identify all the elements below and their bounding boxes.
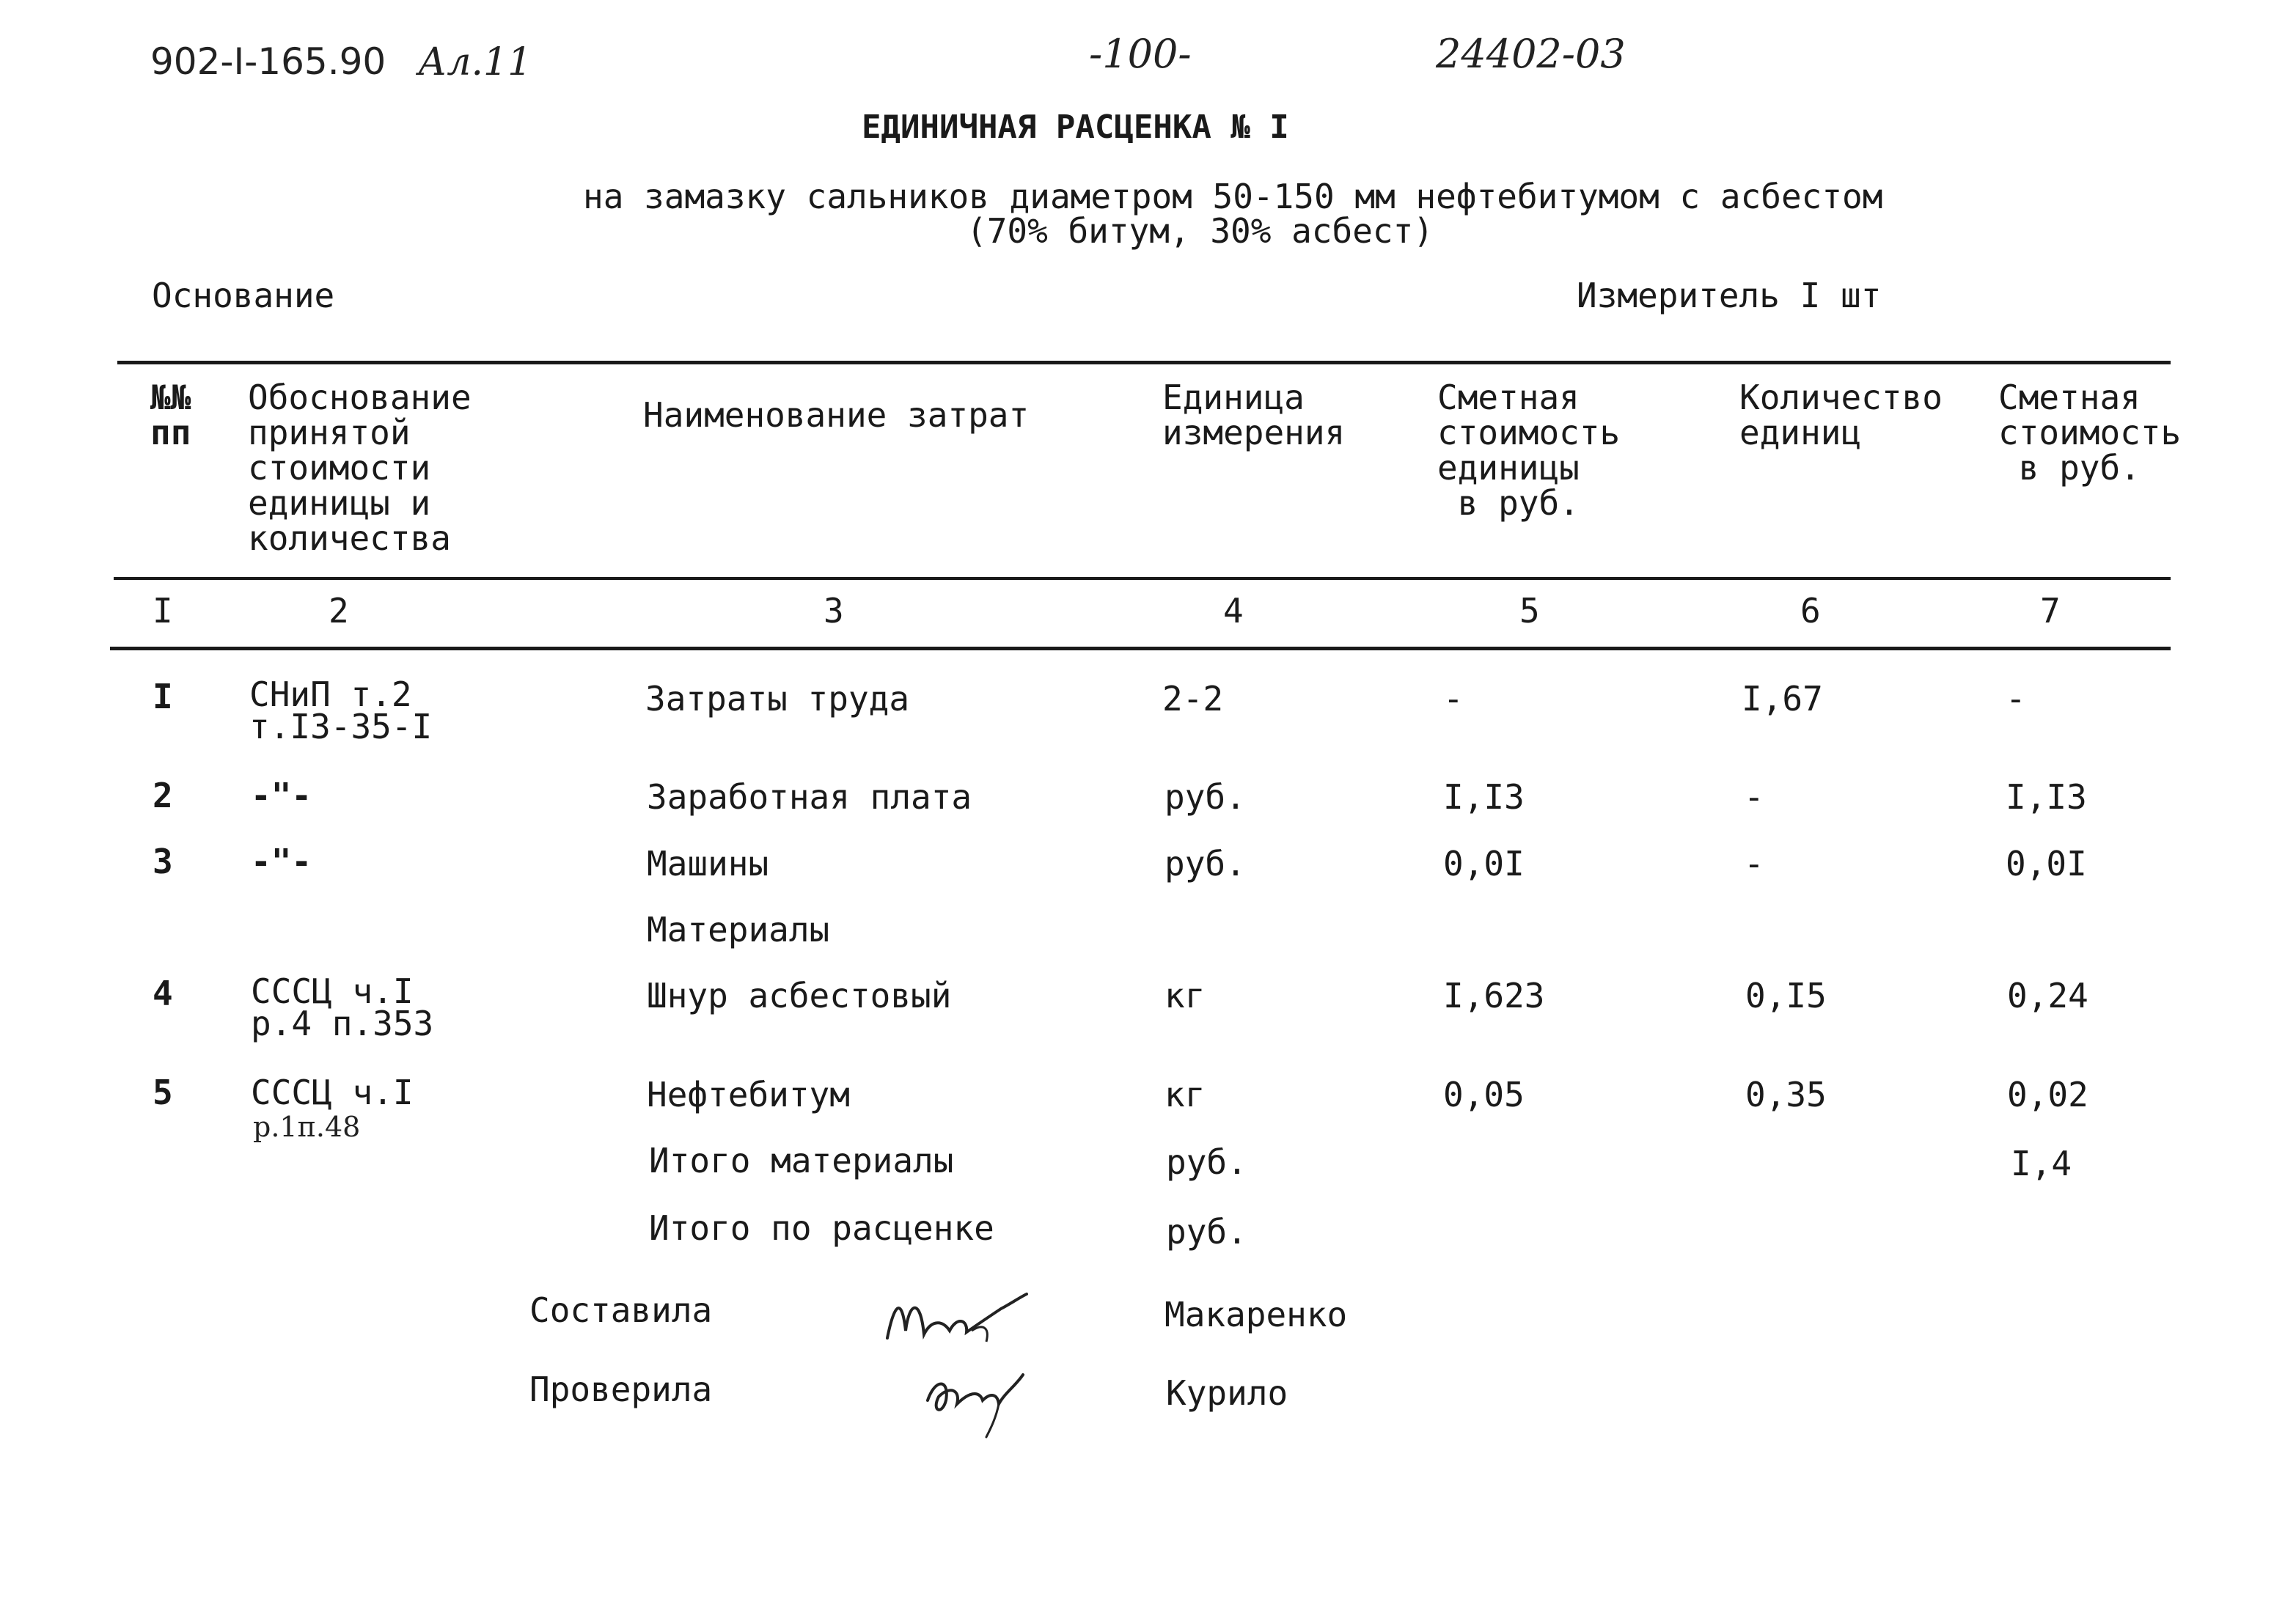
header-unit: Единица измерения xyxy=(1162,378,1346,452)
row-quantity: 0,35 xyxy=(1745,1075,1827,1114)
compiled-signature xyxy=(880,1287,1034,1353)
row-name: Заработная плата xyxy=(647,777,972,817)
header-num: №№ пп xyxy=(150,378,191,452)
column-number-5: 5 xyxy=(1519,591,1540,631)
header-total-cost: Сметная стоимость в руб. xyxy=(1998,378,2182,488)
page-number: -100- xyxy=(1089,31,1192,77)
column-number-3: 3 xyxy=(824,591,844,631)
row-unit: руб. xyxy=(1166,1142,1247,1182)
unit-label: Измеритель I шт xyxy=(1577,276,1882,315)
column-number-4: 4 xyxy=(1223,591,1244,631)
compiled-by-label: Составила xyxy=(529,1290,713,1330)
row-unit: руб. xyxy=(1164,777,1246,817)
row-num: I xyxy=(153,677,173,716)
row-quantity: - xyxy=(1744,777,1764,817)
row-num: 5 xyxy=(153,1073,173,1112)
row-unit: кг xyxy=(1164,1075,1206,1114)
row-unit: кг xyxy=(1164,976,1206,1015)
row-unit-cost: - xyxy=(1443,679,1464,719)
header-bottom-rule xyxy=(114,577,2171,580)
row-unit-cost: I,I3 xyxy=(1443,777,1525,817)
row-name: Нефтебитум xyxy=(647,1075,850,1114)
row-unit: руб. xyxy=(1166,1212,1247,1252)
row-unit-cost: 0,05 xyxy=(1443,1075,1525,1114)
inventory-number: 24402-03 xyxy=(1436,31,1626,77)
table-top-rule xyxy=(117,361,2171,364)
row-basis: -"- xyxy=(251,776,312,815)
title-line-1: на замазку сальников диаметром 50-150 мм нефтебитумом с асбестом xyxy=(583,177,1883,216)
row-basis: СССЦ ч.I р.4 п.353 xyxy=(251,971,434,1043)
row-unit-cost: 0,0I xyxy=(1443,844,1525,883)
row-total: I,4 xyxy=(2011,1144,2072,1183)
document-code: 902-I-165.90 xyxy=(150,40,386,83)
column-number-1: I xyxy=(153,591,173,631)
header-basis: Обоснование принятой стоимости единицы и количества xyxy=(248,378,472,558)
compiled-by-name: Макаренко xyxy=(1164,1295,1348,1334)
header-quantity: Количество единиц xyxy=(1739,378,1943,452)
checked-by-label: Проверила xyxy=(529,1370,713,1409)
header-name: Наименование затрат xyxy=(643,395,1030,435)
column-number-2: 2 xyxy=(329,591,349,631)
row-basis: -"- xyxy=(251,842,312,881)
row-name: Итого материалы xyxy=(649,1141,954,1180)
column-number-6: 6 xyxy=(1800,591,1821,631)
row-num: 4 xyxy=(153,974,173,1013)
column-numbers-bottom-rule xyxy=(110,647,2171,650)
row-basis-note: р.1п.48 xyxy=(253,1111,361,1143)
row-basis: СССЦ ч.I xyxy=(251,1073,414,1112)
column-number-7: 7 xyxy=(2040,591,2061,631)
title-line-2: (70% битум, 30% асбест) xyxy=(967,211,1434,251)
row-name: Машины xyxy=(647,844,769,883)
basis-label: Основание xyxy=(152,276,335,315)
row-num: 2 xyxy=(153,776,173,815)
page-title: ЕДИНИЧНАЯ РАСЦЕНКА № I xyxy=(862,109,1289,146)
row-name: Шнур асбестовый xyxy=(647,976,952,1015)
row-total: 0,02 xyxy=(2007,1075,2088,1114)
row-unit-cost: I,623 xyxy=(1443,976,1545,1015)
row-total: - xyxy=(2006,679,2026,719)
row-quantity: - xyxy=(1744,844,1764,883)
header-unit-cost: Сметная стоимость единицы в руб. xyxy=(1437,378,1621,523)
row-unit: руб. xyxy=(1164,844,1246,883)
row-name: Итого по расценке xyxy=(649,1208,994,1248)
row-basis: СНиП т.2 т.I3-35-I xyxy=(249,675,433,746)
row-num: 3 xyxy=(153,842,173,881)
row-quantity: I,67 xyxy=(1742,679,1823,719)
row-unit: 2-2 xyxy=(1162,679,1224,719)
checked-by-name: Курило xyxy=(1166,1373,1288,1413)
row-name: Затраты труда xyxy=(645,679,910,719)
row-total: 0,0I xyxy=(2006,844,2087,883)
row-total: I,I3 xyxy=(2006,777,2087,817)
row-total: 0,24 xyxy=(2007,976,2088,1015)
row-name: Материалы xyxy=(647,910,830,949)
album-number: Ал.11 xyxy=(418,40,532,84)
row-quantity: 0,I5 xyxy=(1745,976,1827,1015)
checked-signature xyxy=(917,1360,1034,1441)
